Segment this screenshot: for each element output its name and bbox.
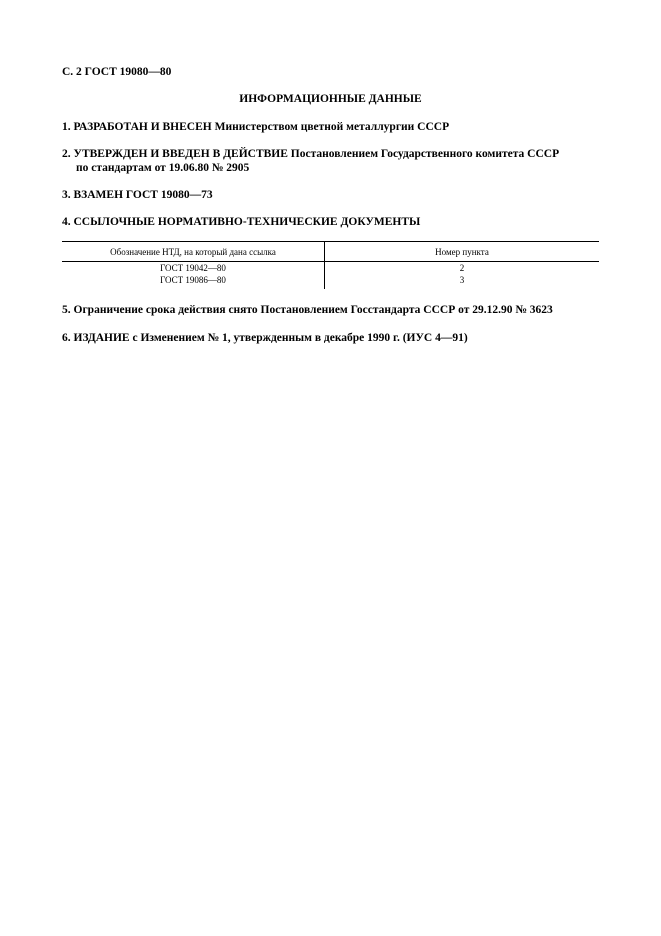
item-developed: [62, 120, 449, 134]
item-text: Постановлением Государственного комитета СССР: [290, 148, 560, 160]
cell-clause: 3: [459, 275, 465, 285]
item-lead: 3. ВЗАМЕН ГОСТ 19080—73: [62, 189, 213, 201]
item-lead: 2. УТВЕРЖДЕН И ВВЕДЕН В ДЕЙСТВИЕ: [62, 148, 288, 160]
item-continuation: по стандартам от 19.06.80 № 2905: [76, 162, 250, 174]
cell-document: ГОСТ 19042—80: [62, 262, 325, 275]
table-row: [62, 262, 599, 275]
item-approved: [62, 147, 559, 175]
item-lead: 1. РАЗРАБОТАН И ВНЕСЕН: [62, 121, 212, 133]
table-row: [62, 274, 599, 289]
item-text: Министерством цветной металлургии СССР: [214, 121, 450, 133]
col-header-document: Обозначение НТД, на который дана ссылка: [62, 242, 325, 262]
cell-clause: 2: [459, 263, 465, 273]
item-lead: 5. Ограничение срока действия снято Постановлением Госстандарта СССР от 29.12.90 № 3623: [62, 304, 553, 316]
item-lead: 4. ССЫЛОЧНЫЕ НОРМАТИВНО-ТЕХНИЧЕСКИЕ ДОКУМЕНТЫ: [62, 216, 421, 228]
table-header-row: [62, 242, 599, 262]
section-title: ИНФОРМАЦИОННЫЕ ДАННЫЕ: [239, 93, 422, 105]
item-edition: [62, 331, 468, 345]
item-lead: 6. ИЗДАНИЕ с Изменением № 1, утвержденным в декабре 1990 г. (ИУС 4—91): [62, 332, 468, 344]
references-table: [62, 241, 599, 289]
page-header: С. 2 ГОСТ 19080—80: [62, 66, 172, 78]
item-validity: [62, 303, 553, 317]
col-header-clause: Номер пункта: [325, 242, 600, 262]
item-replaces: [62, 188, 213, 202]
item-references: [62, 215, 420, 229]
cell-document: ГОСТ 19086—80: [62, 274, 325, 289]
